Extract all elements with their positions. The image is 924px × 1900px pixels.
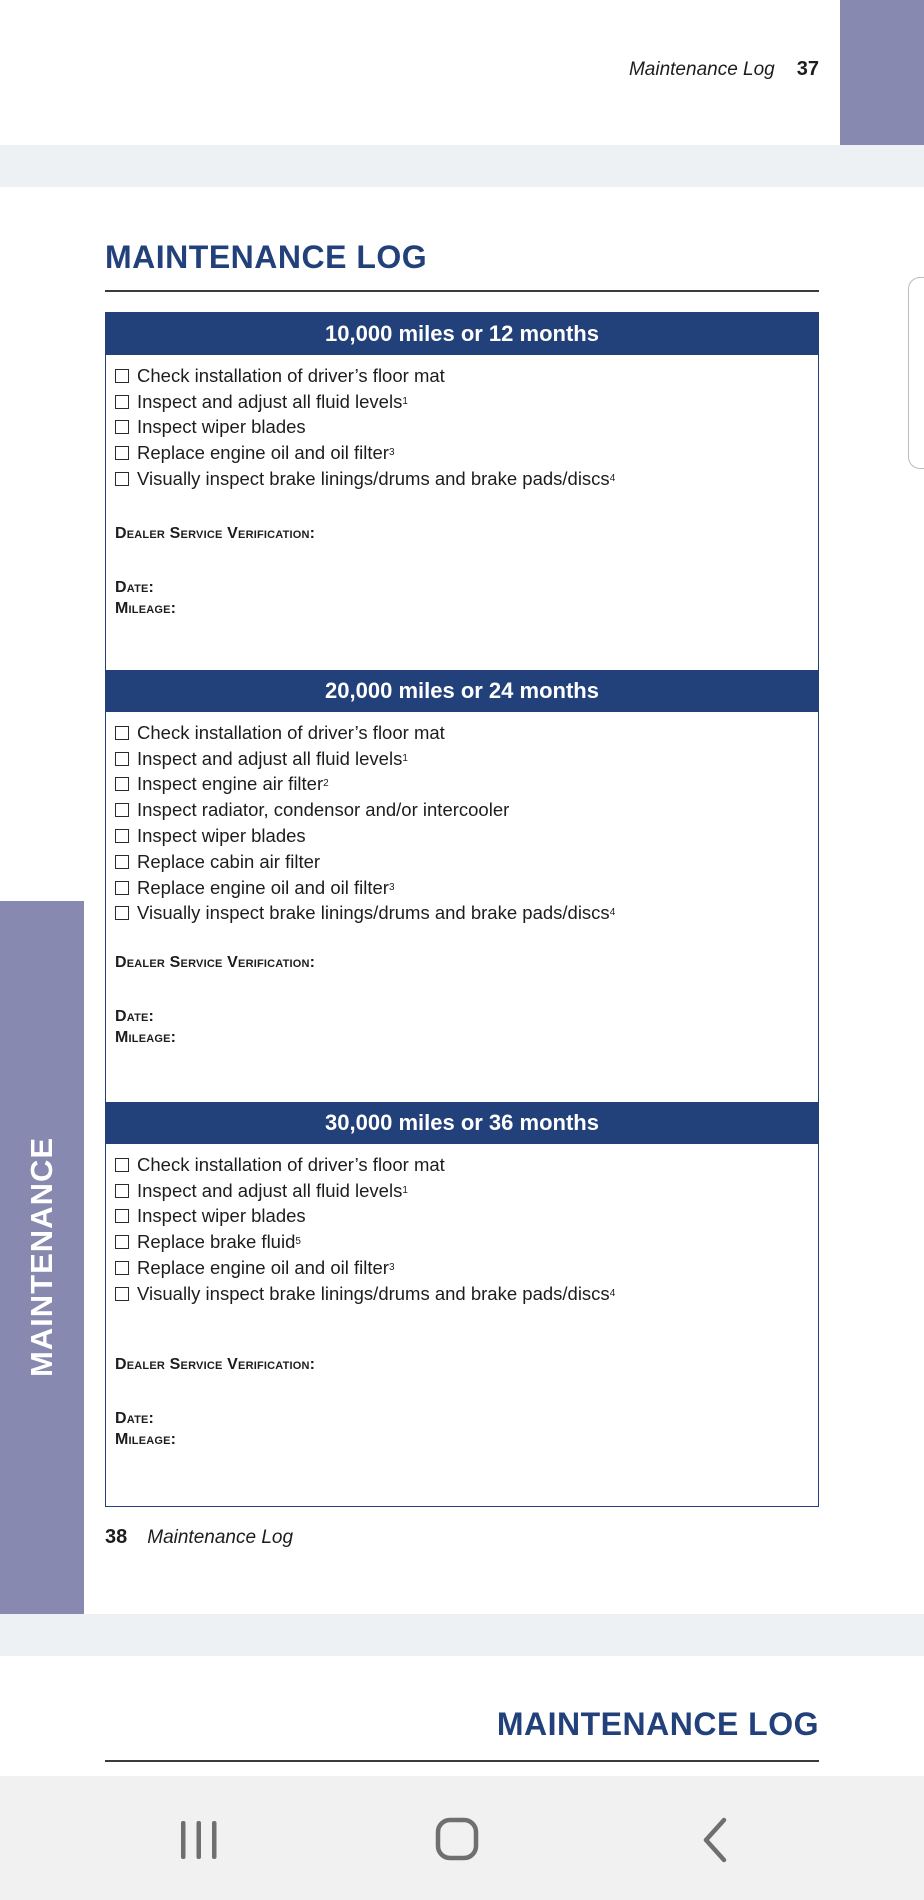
mileage-label: Mileage: [115, 1431, 177, 1448]
checklist-item: Visually inspect brake linings/drums and brake pads/discs 4 [115, 901, 818, 927]
checkbox[interactable] [115, 803, 129, 817]
navigation-bar [0, 1776, 924, 1900]
checklist-item: Replace brake fluid 5 [115, 1229, 818, 1255]
recent-apps-button[interactable] [159, 1810, 239, 1870]
checkbox[interactable] [115, 881, 129, 895]
checklist-item: Visually inspect brake linings/drums and brake pads/discs 4 [115, 466, 818, 492]
checklist-item [115, 823, 818, 849]
main-page[interactable] [0, 187, 924, 1614]
mileage-label: Mileage: [115, 1029, 177, 1046]
checklist-item [115, 797, 818, 823]
checkbox[interactable] [115, 472, 129, 486]
checklist-item-label: Replace engine oil and oil filter [137, 1257, 389, 1279]
checklist-item-label: Inspect wiper blades [137, 416, 306, 438]
checkbox[interactable] [115, 777, 129, 791]
checklist-item [115, 1152, 818, 1178]
checklist-item [115, 415, 818, 441]
date-label: Date: [115, 1008, 155, 1025]
checklist-item-label: Inspect radiator, condensor and/or intercooler [137, 799, 510, 821]
checklist-item-label: Inspect and adjust all fluid levels [137, 747, 403, 769]
page-footer [105, 1526, 293, 1549]
checklist-item-label: Replace cabin air filter [137, 850, 321, 872]
title-divider [105, 290, 819, 292]
checklist-item: Visually inspect brake linings/drums and brake pads/discs 4 [115, 1281, 818, 1307]
checkbox[interactable] [115, 1184, 129, 1198]
checklist-item: Inspect and adjust all fluid levels 1 [115, 1178, 818, 1204]
checklist [106, 1144, 818, 1307]
checkbox[interactable] [115, 855, 129, 869]
dealer-verification-label: Dealer Service Verification: [115, 954, 316, 971]
checklist-item-label: Replace brake fluid [137, 1231, 296, 1253]
recent-apps-icon [177, 1818, 221, 1862]
checklist-item: Replace engine oil and oil filter 3 [115, 440, 818, 466]
log-section-20000 [106, 670, 818, 1102]
checklist-item-label: Inspect wiper blades [137, 825, 306, 847]
checklist-item: Replace engine oil and oil filter 3 [115, 875, 818, 901]
section-tab [840, 0, 924, 145]
date-label: Date: [115, 579, 155, 596]
checklist [106, 712, 818, 926]
checkbox[interactable] [115, 752, 129, 766]
checkbox[interactable] [115, 829, 129, 843]
dealer-verification-label: Dealer Service Verification: [115, 525, 316, 542]
page-number: 38 [105, 1526, 128, 1548]
page-title: MAINTENANCE LOG [105, 239, 428, 275]
checkbox[interactable] [115, 395, 129, 409]
footer-title: Maintenance Log [147, 1527, 294, 1548]
checklist-item: Inspect and adjust all fluid levels 1 [115, 746, 818, 772]
checkbox[interactable] [115, 1209, 129, 1223]
checklist-item-label: Check installation of driver’s floor mat [137, 1153, 445, 1175]
page-number: 37 [796, 58, 819, 80]
checkbox[interactable] [115, 1235, 129, 1249]
mileage-label: Mileage: [115, 600, 177, 617]
checklist-item-label: Replace engine oil and oil filter [137, 876, 389, 898]
checkbox[interactable] [115, 726, 129, 740]
section-heading: 30,000 miles or 36 months [106, 1102, 818, 1144]
checklist-item-label: Inspect wiper blades [137, 1205, 306, 1227]
checkbox[interactable] [115, 1287, 129, 1301]
checklist-item-label: Check installation of driver’s floor mat [137, 721, 445, 743]
checkbox[interactable] [115, 1158, 129, 1172]
log-section-10000 [106, 313, 818, 670]
back-icon [696, 1816, 736, 1864]
checklist-item [115, 363, 818, 389]
checkbox[interactable] [115, 420, 129, 434]
checklist-item: Replace engine oil and oil filter 3 [115, 1255, 818, 1281]
checklist-item-label: Visually inspect brake linings/drums and brake pads/discs [137, 468, 610, 490]
edge-panel-handle[interactable] [908, 277, 924, 469]
previous-page [0, 0, 924, 145]
next-page-title: MAINTENANCE LOG [496, 1706, 819, 1742]
checkbox[interactable] [115, 1261, 129, 1275]
page-header [629, 58, 819, 81]
checklist-item-label: Inspect engine air filter [137, 773, 324, 795]
checklist-item: Inspect and adjust all fluid levels 1 [115, 389, 818, 415]
checkbox[interactable] [115, 906, 129, 920]
checklist-item-label: Inspect and adjust all fluid levels [137, 1179, 403, 1201]
checkbox[interactable] [115, 446, 129, 460]
section-heading: 10,000 miles or 12 months [106, 313, 818, 355]
checklist-item-label: Visually inspect brake linings/drums and brake pads/discs [137, 1282, 610, 1304]
checklist-item [115, 1204, 818, 1230]
dealer-verification-label: Dealer Service Verification: [115, 1356, 316, 1373]
checklist-item: Inspect engine air filter 2 [115, 772, 818, 798]
title-divider [105, 1760, 819, 1762]
side-tab-label: MAINTENANCE [24, 1136, 59, 1378]
home-button[interactable] [418, 1810, 498, 1870]
checklist-item-label: Inspect and adjust all fluid levels [137, 390, 403, 412]
checkbox[interactable] [115, 369, 129, 383]
next-page [0, 1656, 924, 1776]
checklist-item [115, 849, 818, 875]
checklist-item-label: Check installation of driver’s floor mat [137, 364, 445, 386]
back-button[interactable] [676, 1810, 756, 1870]
maintenance-log-table [105, 312, 819, 1507]
header-title: Maintenance Log [628, 59, 775, 80]
checklist-item-label: Replace engine oil and oil filter [137, 442, 389, 464]
home-icon [434, 1816, 482, 1864]
log-section-30000 [106, 1102, 818, 1502]
checklist-item-label: Visually inspect brake linings/drums and brake pads/discs [137, 902, 610, 924]
date-label: Date: [115, 1410, 155, 1427]
section-heading: 20,000 miles or 24 months [106, 670, 818, 712]
checklist [106, 355, 818, 492]
checklist-item [115, 720, 818, 746]
